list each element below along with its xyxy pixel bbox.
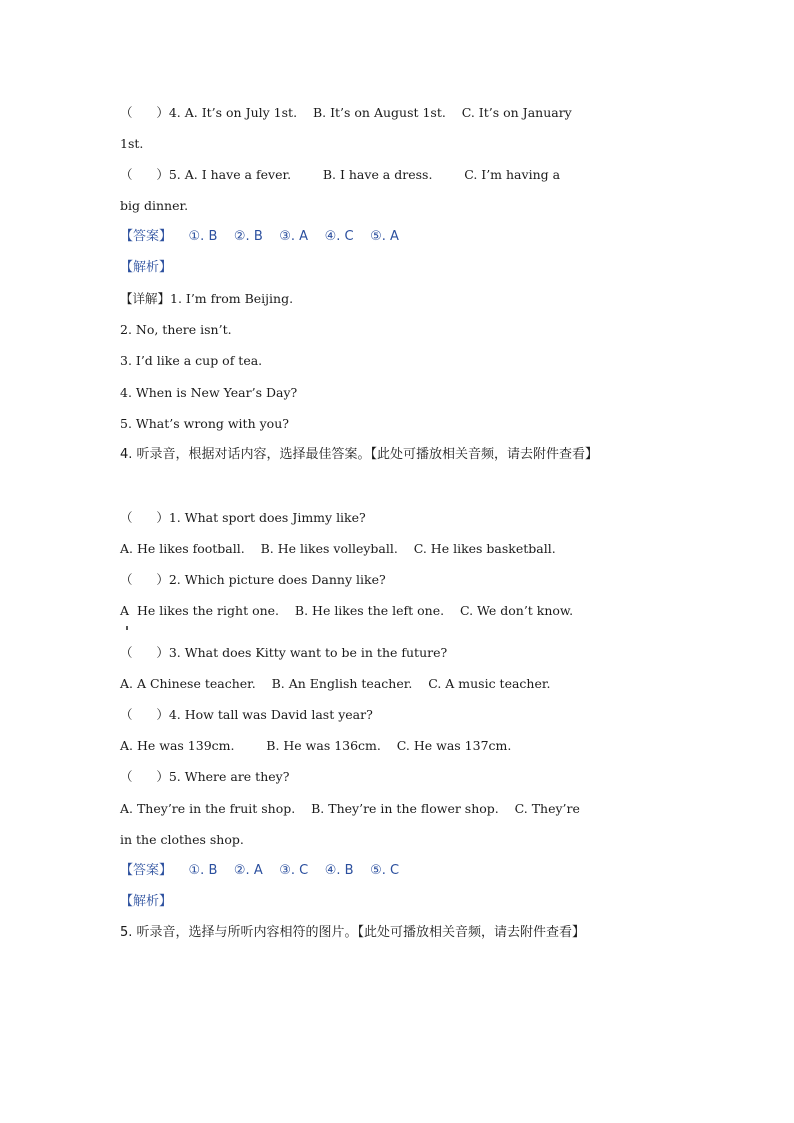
analysis-heading-2: 【解析】 <box>120 894 173 909</box>
stray-mark <box>126 626 128 630</box>
s4-question-5-options-cont: in the clothes shop. <box>120 832 244 847</box>
detail-line-4: 4. When is New Year’s Day? <box>120 385 298 400</box>
s4-question-1-options: A. He likes football. B. He likes volleyball. C. He likes basketball. <box>120 541 556 556</box>
question-5-options-cont: big dinner. <box>120 198 189 213</box>
question-5-options: （ ）5. A. I have a fever. B. I have a dress. C. I’m having a <box>120 167 561 182</box>
s4-question-4: （ ）4. How tall was David last year? <box>120 707 373 722</box>
detail-line-1: 【详解】1. I’m from Beijing. <box>120 291 294 306</box>
s4-question-1: （ ）1. What sport does Jimmy like? <box>120 510 366 525</box>
detail-line-3: 3. I’d like a cup of tea. <box>120 353 263 368</box>
answer-line-2: 【答案】 ①. B ②. A ③. C ④. B ⑤. C <box>120 863 400 878</box>
question-4-options-cont: 1st. <box>120 136 144 151</box>
s4-question-2-options: A He likes the right one. B. He likes the left one. C. We don’t know. <box>120 603 574 618</box>
s4-question-5: （ ）5. Where are they? <box>120 769 290 784</box>
detail-line-2: 2. No, there isn’t. <box>120 322 232 337</box>
question-4-options: （ ）4. A. It’s on July 1st. B. It’s on August 1st. C. It’s on January <box>120 105 572 120</box>
analysis-heading-1: 【解析】 <box>120 260 173 275</box>
section-5-instruction: 5. 听录音，选择与所听内容相符的图片。【此处可播放相关音频，请去附件查看】 <box>120 925 586 940</box>
s4-question-2: （ ）2. Which picture does Danny like? <box>120 572 386 587</box>
answer-line-1: 【答案】 ①. B ②. B ③. A ④. C ⑤. A <box>120 229 399 244</box>
s4-question-4-options: A. He was 139cm. B. He was 136cm. C. He was 137cm. <box>120 738 512 753</box>
section-4-instruction: 4. 听录音，根据对话内容，选择最佳答案。【此处可播放相关音频，请去附件查看】 <box>120 447 599 462</box>
detail-line-5: 5. What’s wrong with you? <box>120 416 289 431</box>
s4-question-5-options: A. They’re in the fruit shop. B. They’re in the flower shop. C. They’re <box>120 801 580 816</box>
s4-question-3: （ ）3. What does Kitty want to be in the future? <box>120 645 448 660</box>
s4-question-3-options: A. A Chinese teacher. B. An English teacher. C. A music teacher. <box>120 676 551 691</box>
